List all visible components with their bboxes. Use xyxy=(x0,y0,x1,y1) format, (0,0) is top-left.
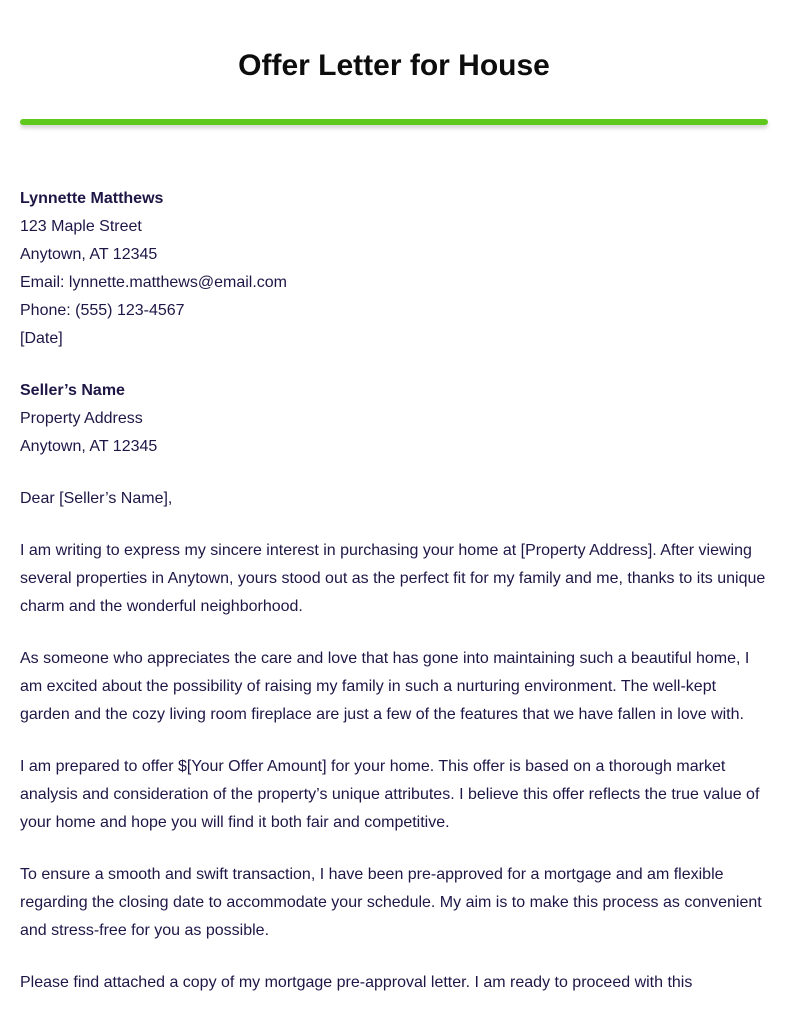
body-paragraph: I am prepared to offer $[Your Offer Amount] for your home. This offer is based on a thorough market analysis and consideration of the property’s unique attributes. I believe this offer reflects the true value of your home and hope you will find it both fair and competitive. xyxy=(20,758,760,831)
recipient-name: Seller’s Name xyxy=(20,382,125,399)
body-paragraph: To ensure a smooth and swift transaction, I have been pre-approved for a mortgage and am flexible regarding the closing date to accommodate your schedule. My aim is to make this process as convenient and stress-free for you as possible. xyxy=(20,866,762,939)
sender-name: Lynnette Matthews xyxy=(20,190,164,207)
title-divider xyxy=(20,119,768,125)
salutation: Dear [Seller’s Name], xyxy=(20,490,173,507)
sender-street: 123 Maple Street xyxy=(20,218,142,235)
page-title: Offer Letter for House xyxy=(238,49,550,82)
recipient-city: Anytown, AT 12345 xyxy=(20,438,158,455)
sender-city: Anytown, AT 12345 xyxy=(20,246,158,263)
sender-phone: Phone: (555) 123-4567 xyxy=(20,302,185,319)
sender-email: Email: lynnette.matthews@email.com xyxy=(20,274,287,291)
body-paragraph: I am writing to express my sincere interest in purchasing your home at [Property Address]. After viewing several properties in Anytown, yours stood out as the perfect fit for my family and me, thanks to its unique charm and the wonderful neighborhood. xyxy=(20,542,766,615)
letter-body xyxy=(20,185,768,1021)
body-paragraph: As someone who appreciates the care and love that has gone into maintaining such a beautiful home, I am excited about the possibility of raising my family in such a nurturing environment. The well-kept garden and the cozy living room fireplace are just a few of the features that we have fallen in love with. xyxy=(20,650,750,723)
recipient-block xyxy=(20,377,768,461)
letter-date: [Date] xyxy=(20,330,63,347)
body-paragraph: Please find attached a copy of my mortgage pre-approval letter. I am ready to proceed with this xyxy=(20,974,693,991)
sender-block xyxy=(20,185,768,353)
recipient-address: Property Address xyxy=(20,410,143,427)
